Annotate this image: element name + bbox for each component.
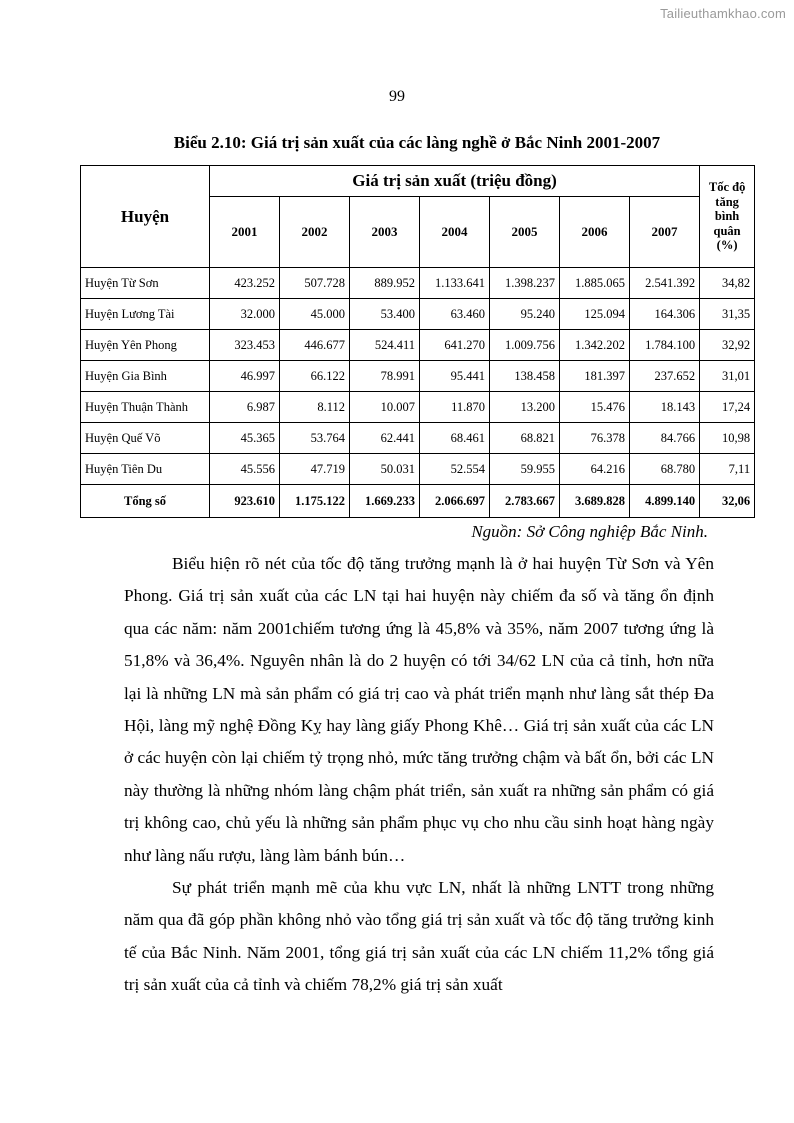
district-name: Huyện Từ Sơn [81,268,210,299]
value-cell: 1.398.237 [490,268,560,299]
value-cell: 32.000 [210,299,280,330]
district-name: Huyện Lương Tài [81,299,210,330]
production-value-table [80,165,755,518]
value-cell: 15.476 [560,392,630,423]
district-name: Huyện Yên Phong [81,330,210,361]
value-cell: 78.991 [350,361,420,392]
value-cell: 11.870 [420,392,490,423]
total-value-cell: 2.066.697 [420,485,490,518]
page-number: 99 [389,88,405,105]
table-row [81,330,755,361]
value-cell: 84.766 [630,423,700,454]
value-cell: 1.133.641 [420,268,490,299]
total-growth-cell: 32,06 [700,485,755,518]
growth-cell: 34,82 [700,268,755,299]
header-year: 2007 [630,197,700,268]
value-cell: 1.009.756 [490,330,560,361]
header-year: 2005 [490,197,560,268]
growth-cell: 7,11 [700,454,755,485]
value-cell: 66.122 [280,361,350,392]
value-cell: 59.955 [490,454,560,485]
value-cell: 18.143 [630,392,700,423]
value-cell: 64.216 [560,454,630,485]
value-cell: 1.885.065 [560,268,630,299]
growth-cell: 32,92 [700,330,755,361]
growth-cell: 17,24 [700,392,755,423]
value-cell: 53.400 [350,299,420,330]
value-cell: 46.997 [210,361,280,392]
value-cell: 164.306 [630,299,700,330]
value-cell: 524.411 [350,330,420,361]
growth-cell: 31,35 [700,299,755,330]
header-growth: Tốc độ tăng bình quân (%) [700,166,755,268]
value-cell: 95.240 [490,299,560,330]
value-cell: 2.541.392 [630,268,700,299]
body-paragraph [124,548,714,872]
value-cell: 125.094 [560,299,630,330]
growth-cell: 10,98 [700,423,755,454]
value-cell: 52.554 [420,454,490,485]
watermark: Tailieuthamkhao.com [660,6,786,21]
value-cell: 95.441 [420,361,490,392]
total-value-cell: 923.610 [210,485,280,518]
header-value-group: Giá trị sản xuất (triệu đồng) [210,166,700,197]
value-cell: 62.441 [350,423,420,454]
header-year: 2002 [280,197,350,268]
table-row [81,423,755,454]
district-name: Huyện Gia Bình [81,361,210,392]
value-cell: 53.764 [280,423,350,454]
growth-cell: 31,01 [700,361,755,392]
header-year: 2006 [560,197,630,268]
table-row [81,454,755,485]
value-cell: 446.677 [280,330,350,361]
paragraph-text: Biểu hiện rõ nét của tốc độ tăng trưởng mạnh là ở hai huyện Từ Sơn và Yên Phong. Giá trị sản xuất của các LN tại hai huyện này chiếm đa số và tăng ổn định qua các năm: năm 2001chiếm tương ứng là 45,8% và 35%, năm 2007 tương ứng là 51,8% và 36,4%. Nguyên nhân là do 2 huyện có tới 34/62 LN của cả tỉnh, hơn nữa lại là những LN mà sản phẩm có giá trị cao và phát triển mạnh như làng sắt thép Đa Hội, làng mỹ nghệ Đồng Kỵ hay làng giấy Phong Khê… Giá trị sản xuất của các LN ở các huyện còn lại chiếm tỷ trọng nhỏ, mức tăng trưởng chậm và bất ổn, bởi các LN này thường là những nhóm làng chậm phát triển, sản xuất ra những sản phẩm có giá trị không cao, chủ yếu là những sản phẩm phục vụ cho nhu cầu sinh hoạt hàng ngày như làng nấu rượu, làng làm bánh bún… [124,554,714,865]
total-value-cell: 1.175.122 [280,485,350,518]
total-label: Tổng số [81,485,210,518]
value-cell: 13.200 [490,392,560,423]
value-cell: 181.397 [560,361,630,392]
header-year: 2001 [210,197,280,268]
value-cell: 68.780 [630,454,700,485]
value-cell: 1.784.100 [630,330,700,361]
value-cell: 63.460 [420,299,490,330]
header-district: Huyện [81,166,210,268]
value-cell: 10.007 [350,392,420,423]
table-caption: Biểu 2.10: Giá trị sản xuất của các làng nghề ở Bắc Ninh 2001-2007 [173,133,661,152]
value-cell: 323.453 [210,330,280,361]
total-value-cell: 1.669.233 [350,485,420,518]
value-cell: 45.000 [280,299,350,330]
table-row [81,361,755,392]
value-cell: 76.378 [560,423,630,454]
table-row [81,268,755,299]
value-cell: 1.342.202 [560,330,630,361]
value-cell: 50.031 [350,454,420,485]
total-value-cell: 2.783.667 [490,485,560,518]
value-cell: 6.987 [210,392,280,423]
value-cell: 507.728 [280,268,350,299]
value-cell: 138.458 [490,361,560,392]
table-row [81,299,755,330]
value-cell: 68.821 [490,423,560,454]
header-year: 2003 [350,197,420,268]
district-name: Huyện Tiên Du [81,454,210,485]
value-cell: 237.652 [630,361,700,392]
total-value-cell: 3.689.828 [560,485,630,518]
total-row [81,485,755,518]
paragraph-text: Sự phát triển mạnh mẽ của khu vực LN, nhất là những LNTT trong những năm qua đã góp phần không nhỏ vào tổng giá trị sản xuất và tốc độ tăng trưởng kinh tế của Bắc Ninh. Năm 2001, tổng giá trị sản xuất của các LN chiếm 11,2% tổng giá trị sản xuất của cả tỉnh và chiếm 78,2% giá trị sản xuất [124,878,714,995]
source-note: Nguồn: Sở Công nghiệp Bắc Ninh. [471,522,708,541]
body-paragraph [124,872,714,1002]
total-value-cell: 4.899.140 [630,485,700,518]
value-cell: 45.365 [210,423,280,454]
value-cell: 8.112 [280,392,350,423]
value-cell: 423.252 [210,268,280,299]
table-row [81,392,755,423]
value-cell: 47.719 [280,454,350,485]
value-cell: 68.461 [420,423,490,454]
value-cell: 45.556 [210,454,280,485]
value-cell: 889.952 [350,268,420,299]
district-name: Huyện Thuận Thành [81,392,210,423]
district-name: Huyện Quế Võ [81,423,210,454]
value-cell: 641.270 [420,330,490,361]
header-year: 2004 [420,197,490,268]
